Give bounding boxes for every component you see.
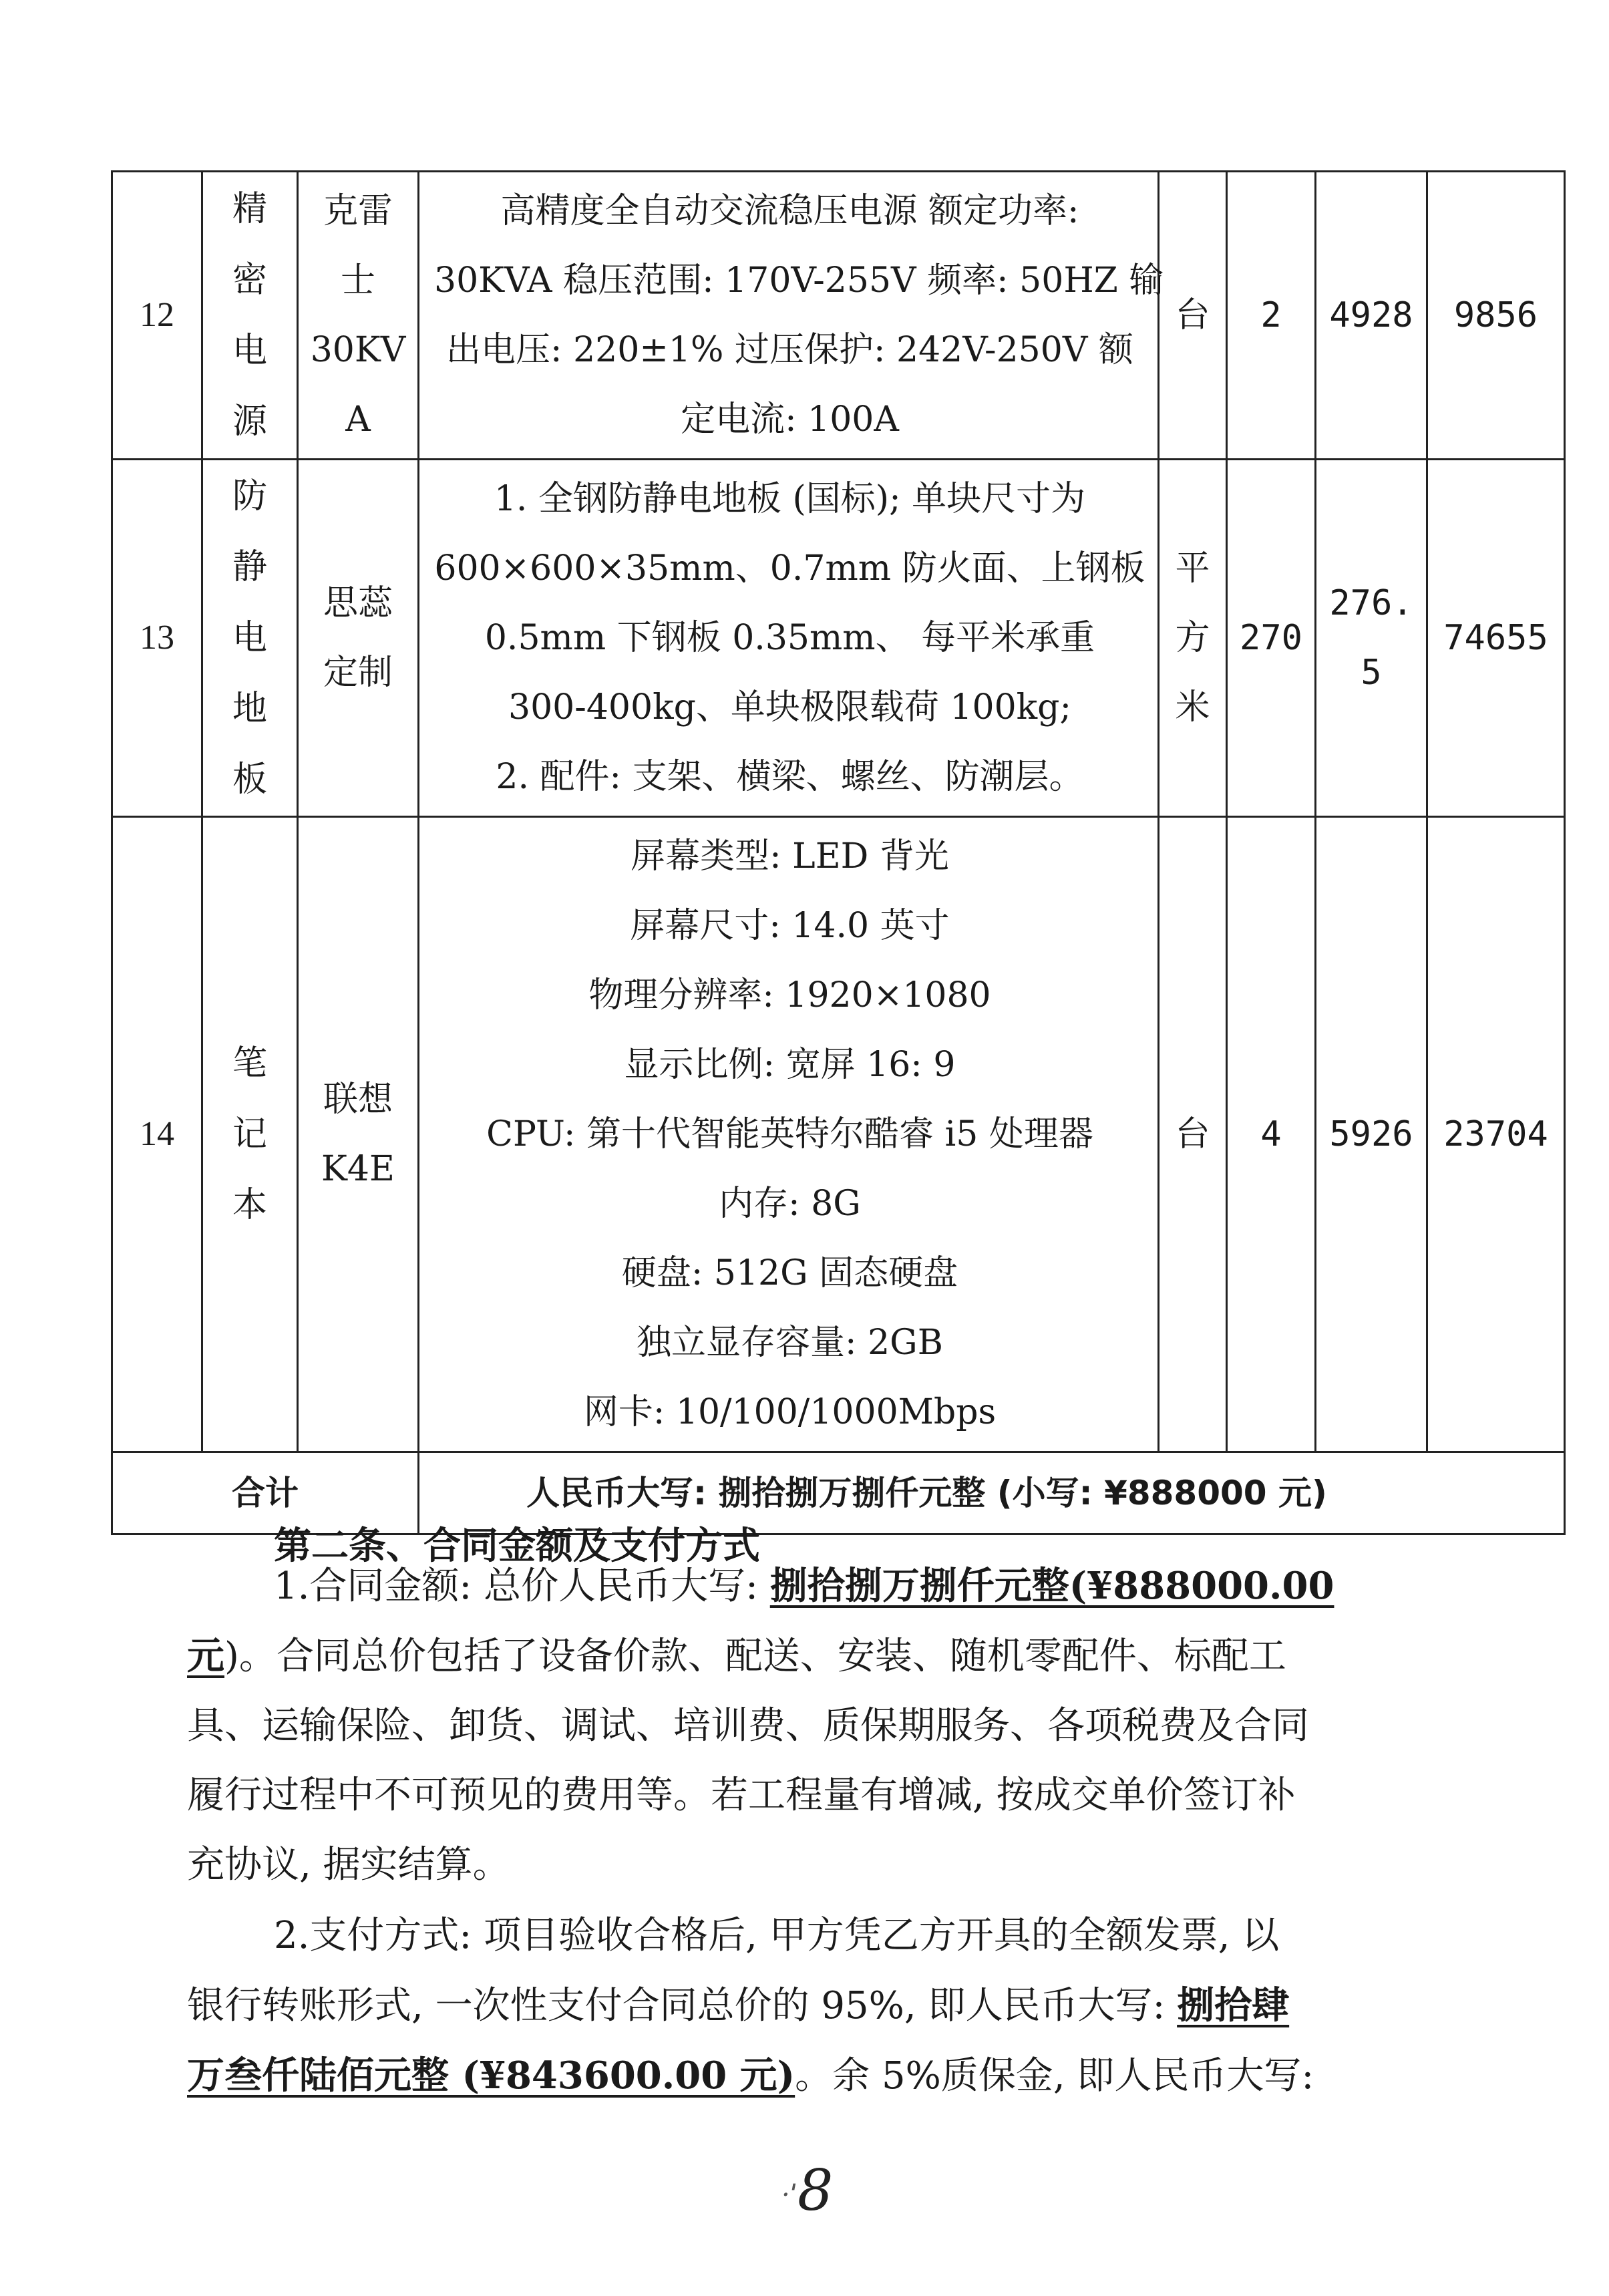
item-name [202, 460, 298, 817]
p1-line5: 充协议, 据实结算。 [187, 1843, 510, 1887]
spec-line: 屏幕尺寸: 14.0 英寸 [630, 906, 950, 946]
p1-line4: 履行过程中不可预见的费用等。若工程量有增减, 按成交单价签订补 [187, 1774, 1296, 1817]
spec-line: 30KVA 稳压范围: 170V-255V 频率: 50HZ 输 [434, 261, 1164, 301]
item-quantity: 270 [1227, 460, 1316, 817]
row-number: 14 [112, 817, 202, 1452]
item-name-char: 防 [232, 476, 267, 516]
paragraph-contract-amount [187, 1551, 1496, 1900]
item-unit-price-line: 4928 [1329, 295, 1413, 335]
item-brand [298, 172, 419, 460]
p2-amount-underlined: 捌拾肆 [1177, 1983, 1290, 2027]
spec-line: 独立显存容量: 2GB [637, 1323, 943, 1363]
item-brand-line: K4E [321, 1149, 395, 1189]
page-number: ·ˈ8 [781, 2158, 834, 2223]
item-unit [1159, 172, 1227, 460]
p1-prefix: 1.合同金额: 总价人民币大写: [274, 1565, 770, 1608]
spec-line: 2. 配件: 支架、横梁、螺丝、防潮层。 [496, 757, 1084, 797]
item-name-char: 地 [232, 689, 267, 729]
item-unit [1159, 817, 1227, 1452]
spec-line: 显示比例: 宽屏 16: 9 [624, 1045, 956, 1085]
equipment-table [111, 170, 1566, 1535]
spec-line: 网卡: 10/100/1000Mbps [583, 1392, 997, 1432]
item-quantity: 4 [1227, 817, 1316, 1452]
total-amount-text: 人民币大写: 捌拾捌万捌仟元整 (小写: ¥888000 元) [419, 1452, 1565, 1534]
spec-line: 内存: 8G [719, 1184, 861, 1224]
item-unit-char: 方 [1175, 618, 1210, 658]
spec-line: 屏幕类型: LED 背光 [631, 836, 949, 876]
total-label: 合计 [112, 1452, 419, 1534]
spec-line: 出电压: 220±1% 过压保护: 242V-250V 额 [446, 330, 1133, 370]
p1-amount-underlined: 捌拾捌万捌仟元整(¥888000.00 [769, 1564, 1334, 1608]
item-unit-price-line: 5 [1361, 653, 1382, 693]
item-brand-line: 士 [340, 261, 375, 301]
item-unit-price-line: 276. [1329, 583, 1413, 623]
row-number: 12 [112, 172, 202, 460]
item-name [202, 172, 298, 460]
item-name-char: 电 [232, 331, 267, 371]
item-total: 9856 [1427, 172, 1565, 460]
item-unit-char: 平 [1175, 548, 1210, 589]
p2-amount-underlined-cont: 万叁仟陆佰元整 (¥843600.00 元) [187, 2054, 795, 2098]
item-name-char: 源 [232, 401, 267, 442]
table-row [112, 460, 1565, 817]
paragraph-payment-method [187, 1901, 1496, 2111]
item-unit-price-line: 5926 [1329, 1114, 1413, 1154]
p1-line3: 具、运输保险、卸货、调试、培训费、质保期服务、各项税费及合同 [187, 1704, 1309, 1748]
item-name-char: 静 [232, 547, 267, 587]
item-brand-line: 30KV [310, 330, 406, 370]
spec-line: CPU: 第十代智能英特尔酷睿 i5 处理器 [486, 1114, 1093, 1154]
item-name-char: 密 [232, 260, 267, 300]
item-unit-char: 米 [1175, 687, 1210, 727]
item-brand-line: 思蕊 [323, 583, 393, 623]
table-row [112, 817, 1565, 1452]
item-name-char: 板 [232, 760, 267, 800]
spec-line: 定电流: 100A [681, 399, 899, 440]
p2-line1: 2.支付方式: 项目验收合格后, 甲方凭乙方开具的全额发票, 以 [274, 1914, 1280, 1957]
item-name-char: 精 [232, 189, 267, 229]
spec-line: 600×600×35mm、0.7mm 防火面、上钢板 [434, 548, 1145, 589]
p2-line3: 。余 5%质保金, 即人民币大写: [795, 2054, 1314, 2098]
item-brand-line: 联想 [323, 1080, 393, 1120]
row-number: 13 [112, 460, 202, 817]
pen-mark: ·ˈ [781, 2180, 798, 2210]
spec-line: 1. 全钢防静电地板 (国标); 单块尺寸为 [494, 479, 1086, 519]
item-spec [419, 172, 1164, 460]
item-spec [419, 460, 1159, 817]
table-row [112, 172, 1565, 460]
spec-line: 0.5mm 下钢板 0.35mm、 每平米承重 [484, 618, 1095, 658]
item-spec [419, 817, 1159, 1452]
item-unit-char: 台 [1175, 1114, 1210, 1154]
item-name-char: 本 [232, 1185, 267, 1225]
item-brand [298, 460, 419, 817]
item-unit [1159, 460, 1227, 817]
p1-amount-underlined-cont: 元 [187, 1634, 224, 1678]
item-total: 74655 [1427, 460, 1565, 817]
item-name-char: 笔 [232, 1043, 267, 1084]
section-heading: 第二条、合同金额及支付方式 [274, 1524, 760, 1568]
item-name-char: 记 [232, 1114, 267, 1154]
item-brand-line: A [345, 399, 371, 440]
p2-line2: 银行转账形式, 一次性支付合同总价的 95%, 即人民币大写: [187, 1984, 1178, 2027]
item-unit-char: 台 [1175, 295, 1210, 335]
item-unit-price [1316, 817, 1427, 1452]
item-name-char: 电 [232, 618, 267, 658]
item-brand-line: 定制 [323, 653, 393, 693]
item-unit-price [1316, 460, 1427, 817]
p1-line2: )。合同总价包括了设备价款、配送、安装、随机零配件、标配工 [224, 1635, 1286, 1678]
item-total: 23704 [1427, 817, 1565, 1452]
item-unit-price [1316, 172, 1427, 460]
spec-line: 300-400kg、单块极限载荷 100kg; [508, 687, 1071, 727]
spec-line: 高精度全自动交流稳压电源 额定功率: [500, 191, 1079, 231]
item-quantity: 2 [1227, 172, 1316, 460]
spec-line: 物理分辨率: 1920×1080 [588, 975, 991, 1015]
item-brand [298, 817, 419, 1452]
item-name [202, 817, 298, 1452]
spec-line: 硬盘: 512G 固态硬盘 [621, 1253, 958, 1293]
item-brand-line: 克雷 [323, 191, 393, 231]
